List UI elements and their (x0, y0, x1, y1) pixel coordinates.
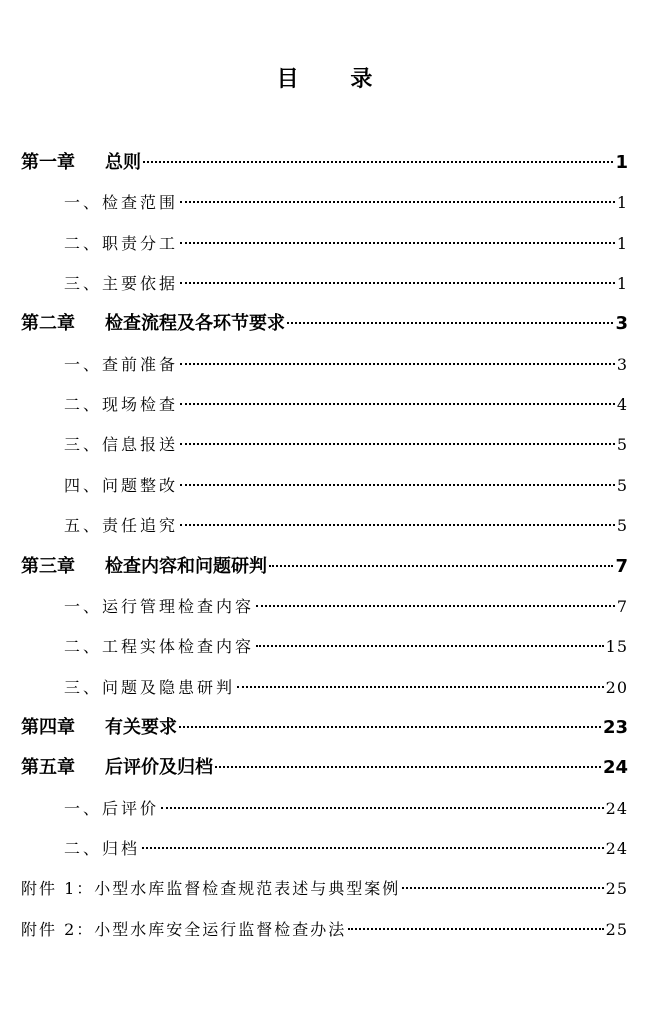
dot-leader (179, 726, 601, 728)
toc-entry-title: 附件 2：小型水库安全运行监督检查办法 (21, 919, 347, 939)
toc-entry-title: 二、归档 (64, 838, 141, 858)
page-number: 20 (605, 677, 628, 697)
page-number: 5 (616, 516, 628, 536)
toc-section-row[interactable] (64, 385, 628, 425)
toc-entry-title: 后评价及归档 (105, 757, 213, 779)
toc-chapter-row[interactable] (21, 143, 628, 183)
dot-leader (237, 686, 604, 688)
toc-chapter-row[interactable] (21, 748, 628, 788)
chapter-number: 第三章 (21, 555, 75, 577)
toc-entry-title: 三、信息报送 (64, 435, 179, 455)
toc-entry-title: 有关要求 (105, 716, 177, 738)
page-number: 1 (616, 233, 628, 253)
toc-entry-label (21, 304, 285, 344)
page-number: 24 (605, 798, 628, 818)
page-number: 1 (615, 152, 628, 173)
toc-entry-label (64, 506, 178, 546)
dot-leader (269, 565, 613, 567)
toc-entry-title: 检查内容和问题研判 (105, 555, 267, 577)
toc-entry-label (64, 264, 178, 304)
toc-entry-title: 四、问题整改 (64, 475, 179, 495)
toc-chapter-row[interactable] (21, 304, 628, 344)
dot-leader (161, 807, 604, 809)
dot-leader (180, 201, 615, 203)
dot-leader (180, 443, 615, 445)
toc-appendix-row[interactable] (21, 869, 628, 909)
toc-entry-title: 总则 (105, 152, 141, 173)
toc-entry-title: 一、后评价 (64, 798, 160, 818)
chapter-number: 第二章 (21, 313, 75, 335)
page-number: 7 (615, 555, 628, 577)
dot-leader (256, 605, 615, 607)
chapter-number: 第四章 (21, 716, 75, 738)
toc-entry-label (64, 183, 178, 223)
page-number: 5 (616, 435, 628, 455)
toc-entry-title: 二、现场检查 (64, 395, 179, 415)
toc-entry-title: 三、问题及隐患研判 (64, 677, 236, 697)
toc-section-row[interactable] (64, 829, 628, 869)
toc-entry-label (64, 627, 254, 667)
page-number: 25 (605, 919, 628, 939)
toc-entry-label (64, 466, 178, 506)
dot-leader (180, 524, 615, 526)
page-number: 23 (602, 716, 628, 738)
dot-leader (180, 242, 615, 244)
dot-leader (180, 282, 615, 284)
toc-section-row[interactable] (64, 668, 628, 708)
dot-leader (256, 645, 604, 647)
page-number: 7 (616, 596, 628, 616)
page-title: 目 录 (276, 67, 395, 92)
chapter-number: 第一章 (21, 152, 75, 173)
toc-section-row[interactable] (64, 627, 628, 667)
dot-leader (402, 887, 603, 889)
toc-section-row[interactable] (64, 506, 628, 546)
page-number: 24 (605, 838, 628, 858)
toc-section-row[interactable] (64, 789, 628, 829)
toc-chapter-row[interactable] (21, 547, 628, 587)
toc-entry-label (21, 748, 213, 788)
toc-chapter-row[interactable] (21, 708, 628, 748)
toc-section-row[interactable] (64, 264, 628, 304)
toc-section-row[interactable] (64, 224, 628, 264)
toc-entry-title: 一、查前准备 (64, 354, 179, 374)
toc-entry-label (64, 224, 178, 264)
toc-appendix-row[interactable] (21, 910, 628, 950)
toc-section-row[interactable] (64, 345, 628, 385)
toc-entry-label (64, 587, 254, 627)
toc-section-row[interactable] (64, 425, 628, 465)
dot-leader (215, 766, 601, 768)
toc-entry-label (21, 910, 346, 950)
toc-entry-title: 五、责任追究 (64, 516, 179, 536)
dot-leader (180, 484, 615, 486)
dot-leader (143, 161, 613, 163)
toc-section-row[interactable] (64, 466, 628, 506)
toc-entry-title: 二、职责分工 (64, 233, 179, 253)
toc-entry-title: 一、运行管理检查内容 (64, 596, 255, 616)
dot-leader (180, 363, 615, 365)
toc-entry-label (21, 143, 141, 183)
dot-leader (348, 928, 603, 930)
toc-section-row[interactable] (64, 587, 628, 627)
toc-entry-title: 一、检查范围 (64, 193, 179, 213)
toc-entry-title: 二、工程实体检查内容 (64, 637, 255, 657)
page-number: 3 (616, 354, 628, 374)
toc-entry-label (21, 869, 400, 909)
page-number: 25 (605, 879, 628, 899)
toc-entry-label (64, 829, 140, 869)
page-number: 4 (616, 395, 628, 415)
toc-entry-label (21, 547, 267, 587)
toc-entry-title: 三、主要依据 (64, 274, 179, 294)
toc-entry-label (21, 708, 177, 748)
page-number: 5 (616, 475, 628, 495)
dot-leader (287, 322, 613, 324)
page-number: 24 (602, 757, 628, 779)
dot-leader (180, 403, 615, 405)
toc-entry-title: 附件 1：小型水库监督检查规范表述与典型案例 (21, 879, 401, 899)
page-number: 15 (605, 637, 628, 657)
page-number: 1 (616, 274, 628, 294)
toc-entry-label (64, 789, 159, 829)
toc-entry-label (64, 385, 178, 425)
chapter-number: 第五章 (21, 757, 75, 779)
toc-entry-label (64, 345, 178, 385)
toc-entry-label (64, 668, 235, 708)
toc-entry-title: 检查流程及各环节要求 (105, 313, 285, 335)
page-number: 1 (616, 193, 628, 213)
page-number: 3 (615, 313, 628, 335)
dot-leader (142, 847, 604, 849)
toc-entry-label (64, 425, 178, 465)
toc-section-row[interactable] (64, 183, 628, 223)
